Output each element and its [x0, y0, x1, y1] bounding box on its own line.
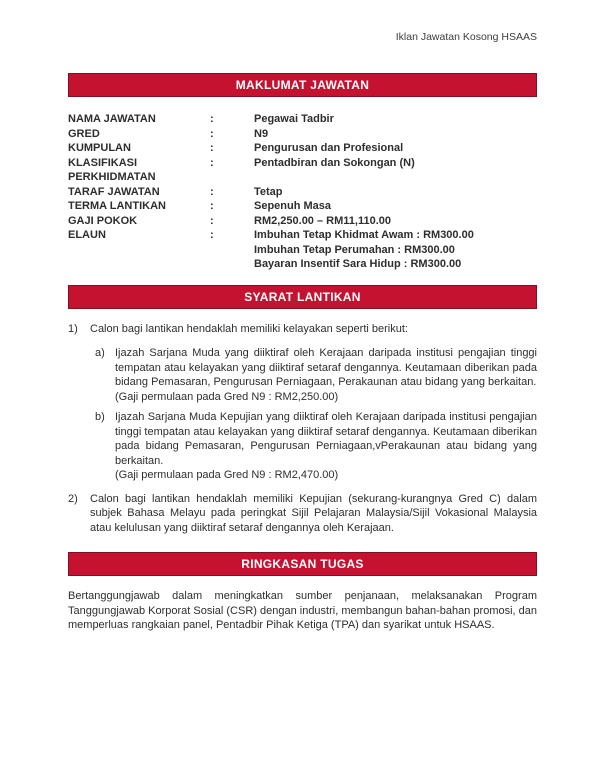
row-colon: :: [210, 113, 214, 125]
list-item-2: [68, 492, 537, 536]
table-row-nama-jawatan: [68, 112, 537, 127]
row-label: GAJI POKOK: [68, 214, 138, 227]
row-label: TARAF JAWATAN: [68, 185, 160, 198]
section-banner-maklumat-jawatan: [68, 73, 537, 97]
row-colon: :: [210, 127, 214, 140]
row-value: Pengurusan dan Profesional: [254, 142, 404, 154]
table-row-elaun: [68, 228, 537, 272]
list-subitem-text: Ijazah Sarjana Muda Kepujian yang diiktiraf oleh Kerajaan daripada institusi pengajian tinggi tempatan atau kelayakan yang diiktiraf setaraf dengannya. Keutamaan diberikan pada bidang Pemasaran, Pengurusan Perniagaan,vPerakaunan atau bidang yang berkaitan.: [115, 411, 537, 467]
row-label: GRED: [68, 127, 100, 140]
row-colon: :: [210, 185, 214, 198]
list-subitem-note: (Gaji permulaan pada Gred N9 : RM2,470.00): [115, 469, 339, 481]
section-banner-ringkasan-tugas: [68, 552, 537, 576]
list-subitem-body: [115, 346, 537, 404]
table-row-gred: [68, 127, 537, 142]
row-value-line: Bayaran Insentif Sara Hidup : RM300.00: [254, 258, 462, 270]
row-label: TERMA LANTIKAN: [68, 200, 166, 212]
row-label-line: KLASIFIKASI: [68, 156, 138, 169]
row-label-line: PERKHIDMATAN: [68, 171, 156, 183]
row-colon: :: [210, 142, 214, 154]
table-row-kumpulan: [68, 141, 537, 156]
job-details-table: [68, 112, 537, 272]
row-colon: :: [210, 214, 214, 227]
list-item-1: [68, 322, 537, 337]
row-label: [68, 156, 210, 185]
row-value: Pentadbiran dan Sokongan (N): [254, 156, 415, 169]
row-colon: :: [210, 229, 214, 241]
table-row-taraf-jawatan: [68, 185, 537, 200]
list-subitem-note: (Gaji permulaan pada Gred N9 : RM2,250.00): [115, 390, 339, 403]
list-item-number: 1): [68, 322, 78, 335]
row-value: Tetap: [254, 185, 283, 198]
row-value-line: Imbuhan Tetap Khidmat Awam : RM300.00: [254, 229, 474, 241]
row-value: Sepenuh Masa: [254, 200, 332, 212]
list-item-number: 2): [68, 492, 78, 505]
list-item-text: Calon bagi lantikan hendaklah memiliki kelayakan seperti berikut:: [90, 322, 408, 335]
job-summary-paragraph: Bertanggungjawab dalam meningkatkan sumber penjanaan, melaksanakan Program Tanggungjawab Korporat Sosial (CSR) dengan industri, membangun bahan-bahan promosi, dan memperluas rangkaian panel, Pentadbir Pihak Ketiga (TPA) dan syarikat untuk HSAAS.: [68, 590, 538, 631]
row-value: N9: [254, 127, 269, 140]
list-subitem-body: [115, 410, 537, 483]
section-title-ringkasan: RINGKASAN TUGAS: [241, 557, 364, 571]
row-value: Pegawai Tadbir: [254, 113, 334, 125]
row-value: [254, 228, 537, 272]
document-header-label: Iklan Jawatan Kosong HSAAS: [395, 31, 537, 43]
list-subitem-letter: a): [95, 347, 105, 359]
row-value-line: Imbuhan Tetap Perumahan : RM300.00: [254, 243, 455, 256]
row-value: RM2,250.00 – RM11,110.00: [254, 214, 391, 227]
list-subitem-b: [95, 410, 537, 483]
row-colon: :: [210, 156, 214, 169]
section-banner-syarat-lantikan: [68, 285, 537, 309]
row-label: KUMPULAN: [68, 142, 131, 154]
row-colon: :: [210, 200, 214, 212]
table-row-klasifikasi-perkhidmatan: [68, 156, 537, 185]
row-label: NAMA JAWATAN: [68, 113, 156, 125]
list-subitem-a: [95, 346, 537, 404]
table-row-terma-lantikan: [68, 199, 537, 214]
list-item-text: Calon bagi lantikan hendaklah memiliki Kepujian (sekurang-kurangnya Gred C) dalam subjek Bahasa Melayu pada peringkat Sijil Pelajaran Malaysia/Sijil Vokasional Malaysia atau kelulusan yang diiktiraf setaraf dengannya oleh Kerajaan.: [90, 492, 537, 534]
document-content: [68, 73, 537, 633]
row-label: ELAUN: [68, 229, 106, 241]
section-title-maklumat: MAKLUMAT JAWATAN: [235, 78, 370, 92]
section-title-syarat: SYARAT LANTIKAN: [244, 289, 361, 304]
list-subitem-letter: b): [95, 411, 105, 423]
list-subitem-text: Ijazah Sarjana Muda yang diiktiraf oleh Kerajaan daripada institusi pengajian tinggi tempatan atau kelayakan yang diiktiraf setaraf dengannya. Keutamaan diberikan pada bidang Pemasaran, Pengurusan Perniagaan, Perakaunan atau bidang yang berkaitan.: [115, 347, 537, 388]
table-row-gaji-pokok: [68, 214, 537, 229]
